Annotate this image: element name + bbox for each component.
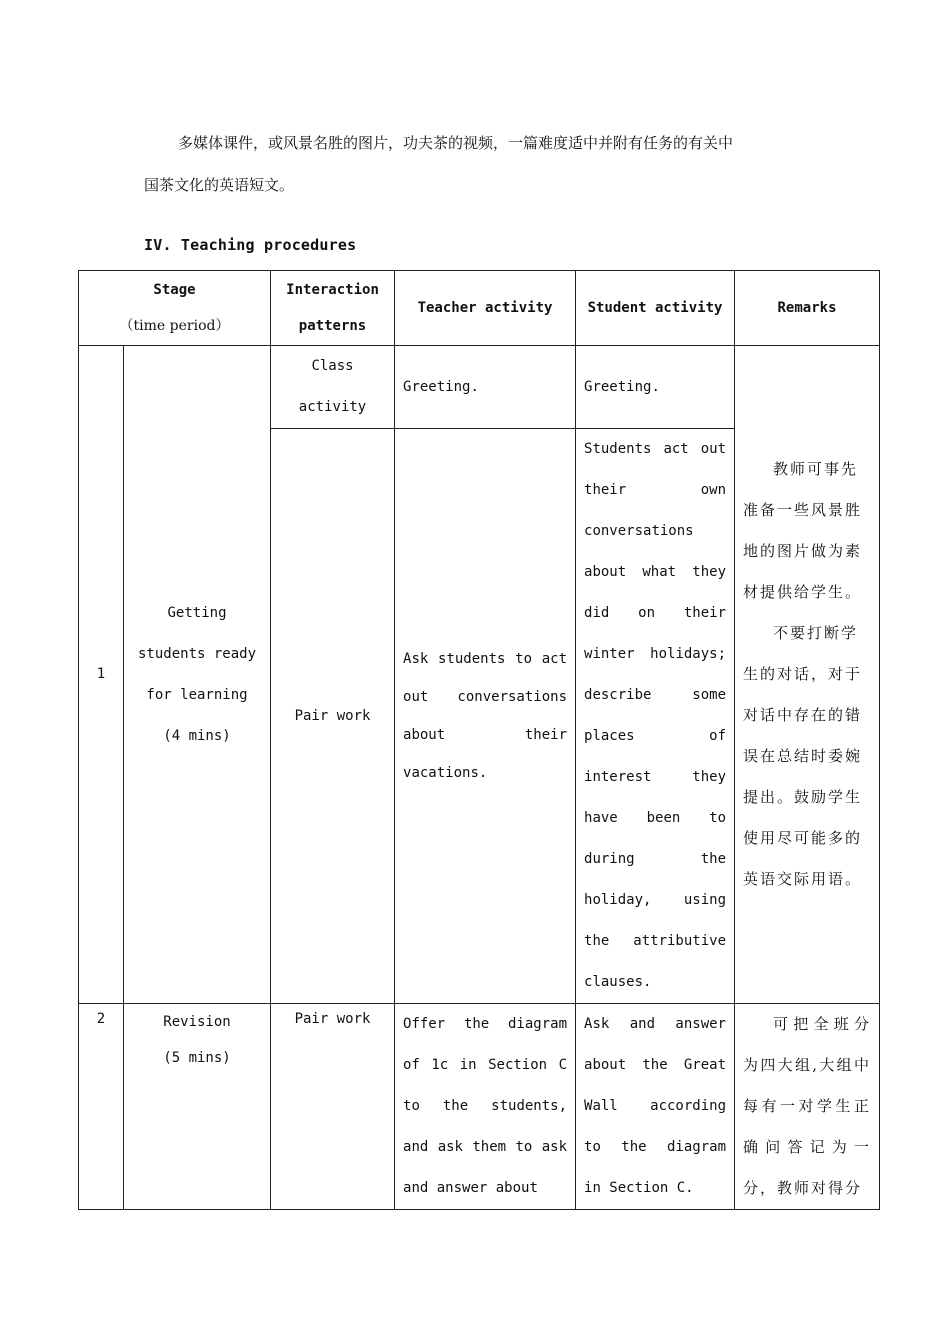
teacher-activity: Offer the diagram of 1c in Section C to the students, and ask them to ask and answer about bbox=[395, 1004, 576, 1210]
student-activity: Ask and answer about the Great Wall according to the diagram in Section C. bbox=[576, 1004, 735, 1210]
student-activity: Students act out their own conversations about what they did on their winter holidays; describe some places of interest they have been to during the holiday, using the attributive clauses. bbox=[576, 429, 735, 1004]
header-student: Student activity bbox=[576, 271, 735, 346]
stage-cell bbox=[124, 346, 271, 1004]
pattern-cell: Class activity bbox=[271, 346, 395, 429]
header-stage-label: Stage bbox=[153, 282, 196, 298]
header-row bbox=[79, 271, 880, 346]
intro-paragraph bbox=[144, 122, 824, 206]
stage-name: Revision bbox=[163, 1014, 231, 1030]
intro-line-2: 国茶文化的英语短文。 bbox=[144, 176, 295, 194]
section-heading: IV. Teaching procedures bbox=[144, 236, 357, 254]
header-remarks: Remarks bbox=[735, 271, 880, 346]
table-row bbox=[79, 346, 880, 429]
remarks-cell bbox=[735, 1004, 880, 1210]
teacher-activity: Ask students to act out conversations about their vacations. bbox=[395, 429, 576, 1004]
intro-line-1: 多媒体课件，或风景名胜的图片，功夫茶的视频，一篇难度适中并附有任务的有关中 bbox=[178, 134, 734, 152]
stage-cell bbox=[124, 1004, 271, 1210]
remarks-paragraph: 不要打断学生的对话，对于对话中存在的错误在总结时委婉提出。鼓励学生使用尽可能多的英语交际用语。 bbox=[743, 624, 863, 888]
remarks-paragraph: 教师可事先准备一些风景胜地的图片做为素材提供给学生。 bbox=[743, 460, 863, 601]
row-number: 1 bbox=[79, 346, 124, 1004]
header-stage-sub: （time period） bbox=[119, 318, 230, 334]
header-interaction: Interaction patterns bbox=[271, 271, 395, 346]
header-teacher: Teacher activity bbox=[395, 271, 576, 346]
remarks-paragraph: 可把全班分为四大组,大组中每有一对学生正确问答记为一分，教师对得分 bbox=[743, 1015, 872, 1197]
pattern-cell: Pair work bbox=[271, 429, 395, 1004]
stage-name: Getting students ready for learning bbox=[138, 604, 257, 703]
pattern-cell: Pair work bbox=[271, 1004, 395, 1210]
student-activity: Greeting. bbox=[576, 346, 735, 429]
header-stage bbox=[79, 271, 271, 346]
table-row bbox=[79, 1004, 880, 1210]
stage-time: (4 mins) bbox=[163, 727, 231, 744]
remarks-cell bbox=[735, 346, 880, 1004]
procedures-table bbox=[78, 270, 880, 1210]
row-number: 2 bbox=[79, 1004, 124, 1210]
stage-time: (5 mins) bbox=[163, 1050, 231, 1066]
teacher-activity: Greeting. bbox=[395, 346, 576, 429]
